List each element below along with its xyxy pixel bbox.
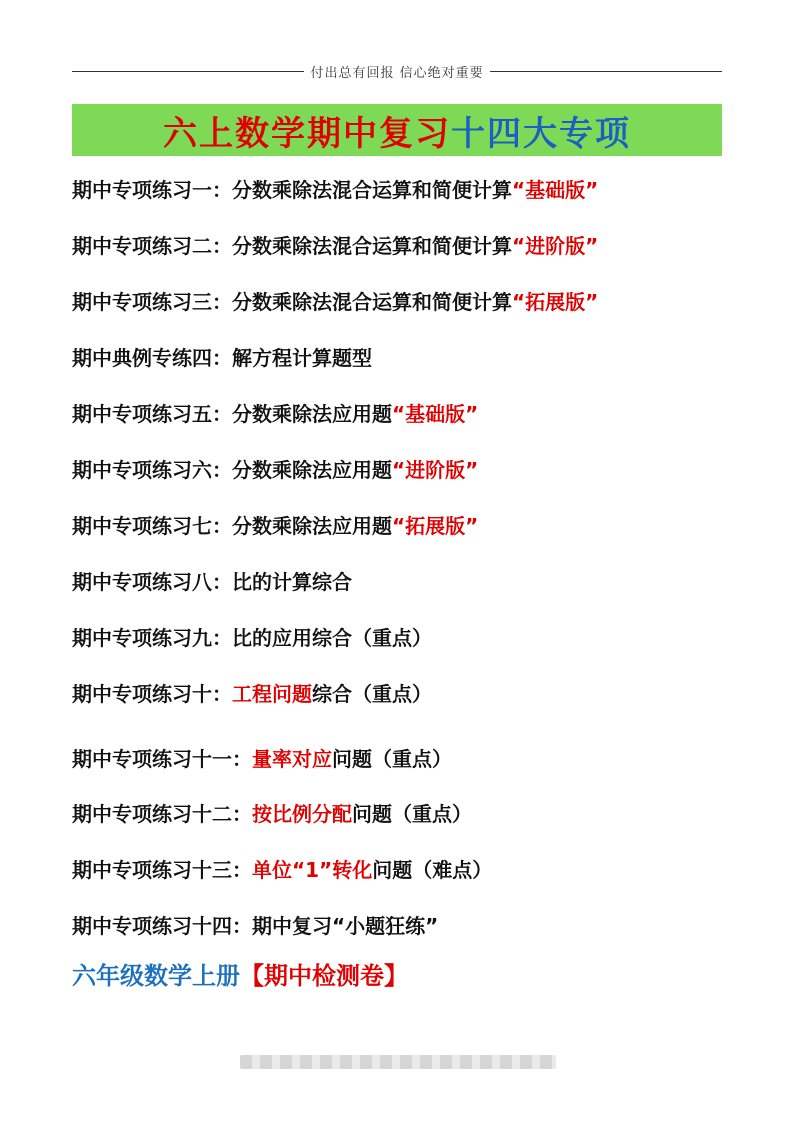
list-item xyxy=(72,286,732,315)
item-highlight: 量率对应 xyxy=(252,747,332,771)
item-prefix: 期中专项练习八：比的计算综合 xyxy=(72,570,352,594)
list-item xyxy=(72,622,732,651)
list-item xyxy=(72,454,732,483)
item-prefix: 期中专项练习六：分数乘除法应用题 xyxy=(72,458,392,482)
item-prefix: 期中专项练习九：比的应用综合（重点） xyxy=(72,626,432,650)
item-prefix: 期中专项练习七：分数乘除法应用题 xyxy=(72,514,392,538)
item-highlight: 单位“1”转化 xyxy=(252,858,373,882)
item-prefix: 期中专项练习一：分数乘除法混合运算和简便计算 xyxy=(72,178,512,202)
list-item xyxy=(72,743,732,772)
item-highlight: “进阶版” xyxy=(512,234,599,258)
final-heading-blue: 六年级数学上册 xyxy=(72,962,240,990)
final-heading xyxy=(72,956,408,991)
header-motto: 付出总有回报 信心绝对重要 xyxy=(310,66,484,81)
item-highlight: “进阶版” xyxy=(392,458,479,482)
list-item xyxy=(72,510,732,539)
list-item xyxy=(72,910,732,939)
list-item xyxy=(72,174,732,203)
item-prefix: 期中专项练习十三： xyxy=(72,858,252,882)
list-item xyxy=(72,798,732,827)
item-suffix: 问题（难点） xyxy=(372,858,493,882)
list-item xyxy=(72,678,732,707)
item-prefix: 期中专项练习十四：期中复习“小题狂练” xyxy=(72,914,439,938)
header-motto-line xyxy=(72,62,722,81)
list-item xyxy=(72,230,732,259)
item-highlight: “拓展版” xyxy=(512,290,599,314)
item-prefix: 期中专项练习十二： xyxy=(72,802,252,826)
item-prefix: 期中专项练习十一： xyxy=(72,747,252,771)
list-item xyxy=(72,398,732,427)
header-rule-left xyxy=(72,71,304,72)
item-highlight: “基础版” xyxy=(392,402,479,426)
item-prefix: 期中专项练习五：分数乘除法应用题 xyxy=(72,402,392,426)
item-prefix: 期中专项练习十： xyxy=(72,682,232,706)
header-rule-right xyxy=(490,71,722,72)
list-item xyxy=(72,342,732,371)
item-highlight: “基础版” xyxy=(512,178,599,202)
item-highlight: “拓展版” xyxy=(392,514,479,538)
title-banner xyxy=(72,104,722,156)
blurred-footer-watermark xyxy=(240,1055,556,1069)
item-prefix: 期中典例专练四：解方程计算题型 xyxy=(72,346,372,370)
item-prefix: 期中专项练习二：分数乘除法混合运算和简便计算 xyxy=(72,234,512,258)
item-prefix: 期中专项练习三：分数乘除法混合运算和简便计算 xyxy=(72,290,512,314)
item-highlight: 工程问题 xyxy=(232,682,312,706)
title-part-1: 六上数学期中复习 xyxy=(163,113,451,154)
item-suffix: 问题（重点） xyxy=(332,747,452,771)
title-part-2: 十四大专项 xyxy=(451,113,631,154)
final-heading-red: 【期中检测卷】 xyxy=(240,962,408,990)
item-highlight: 按比例分配 xyxy=(252,802,352,826)
item-suffix: 问题（重点） xyxy=(352,802,472,826)
item-suffix: 综合（重点） xyxy=(312,682,432,706)
list-item xyxy=(72,854,732,883)
list-item xyxy=(72,566,732,595)
